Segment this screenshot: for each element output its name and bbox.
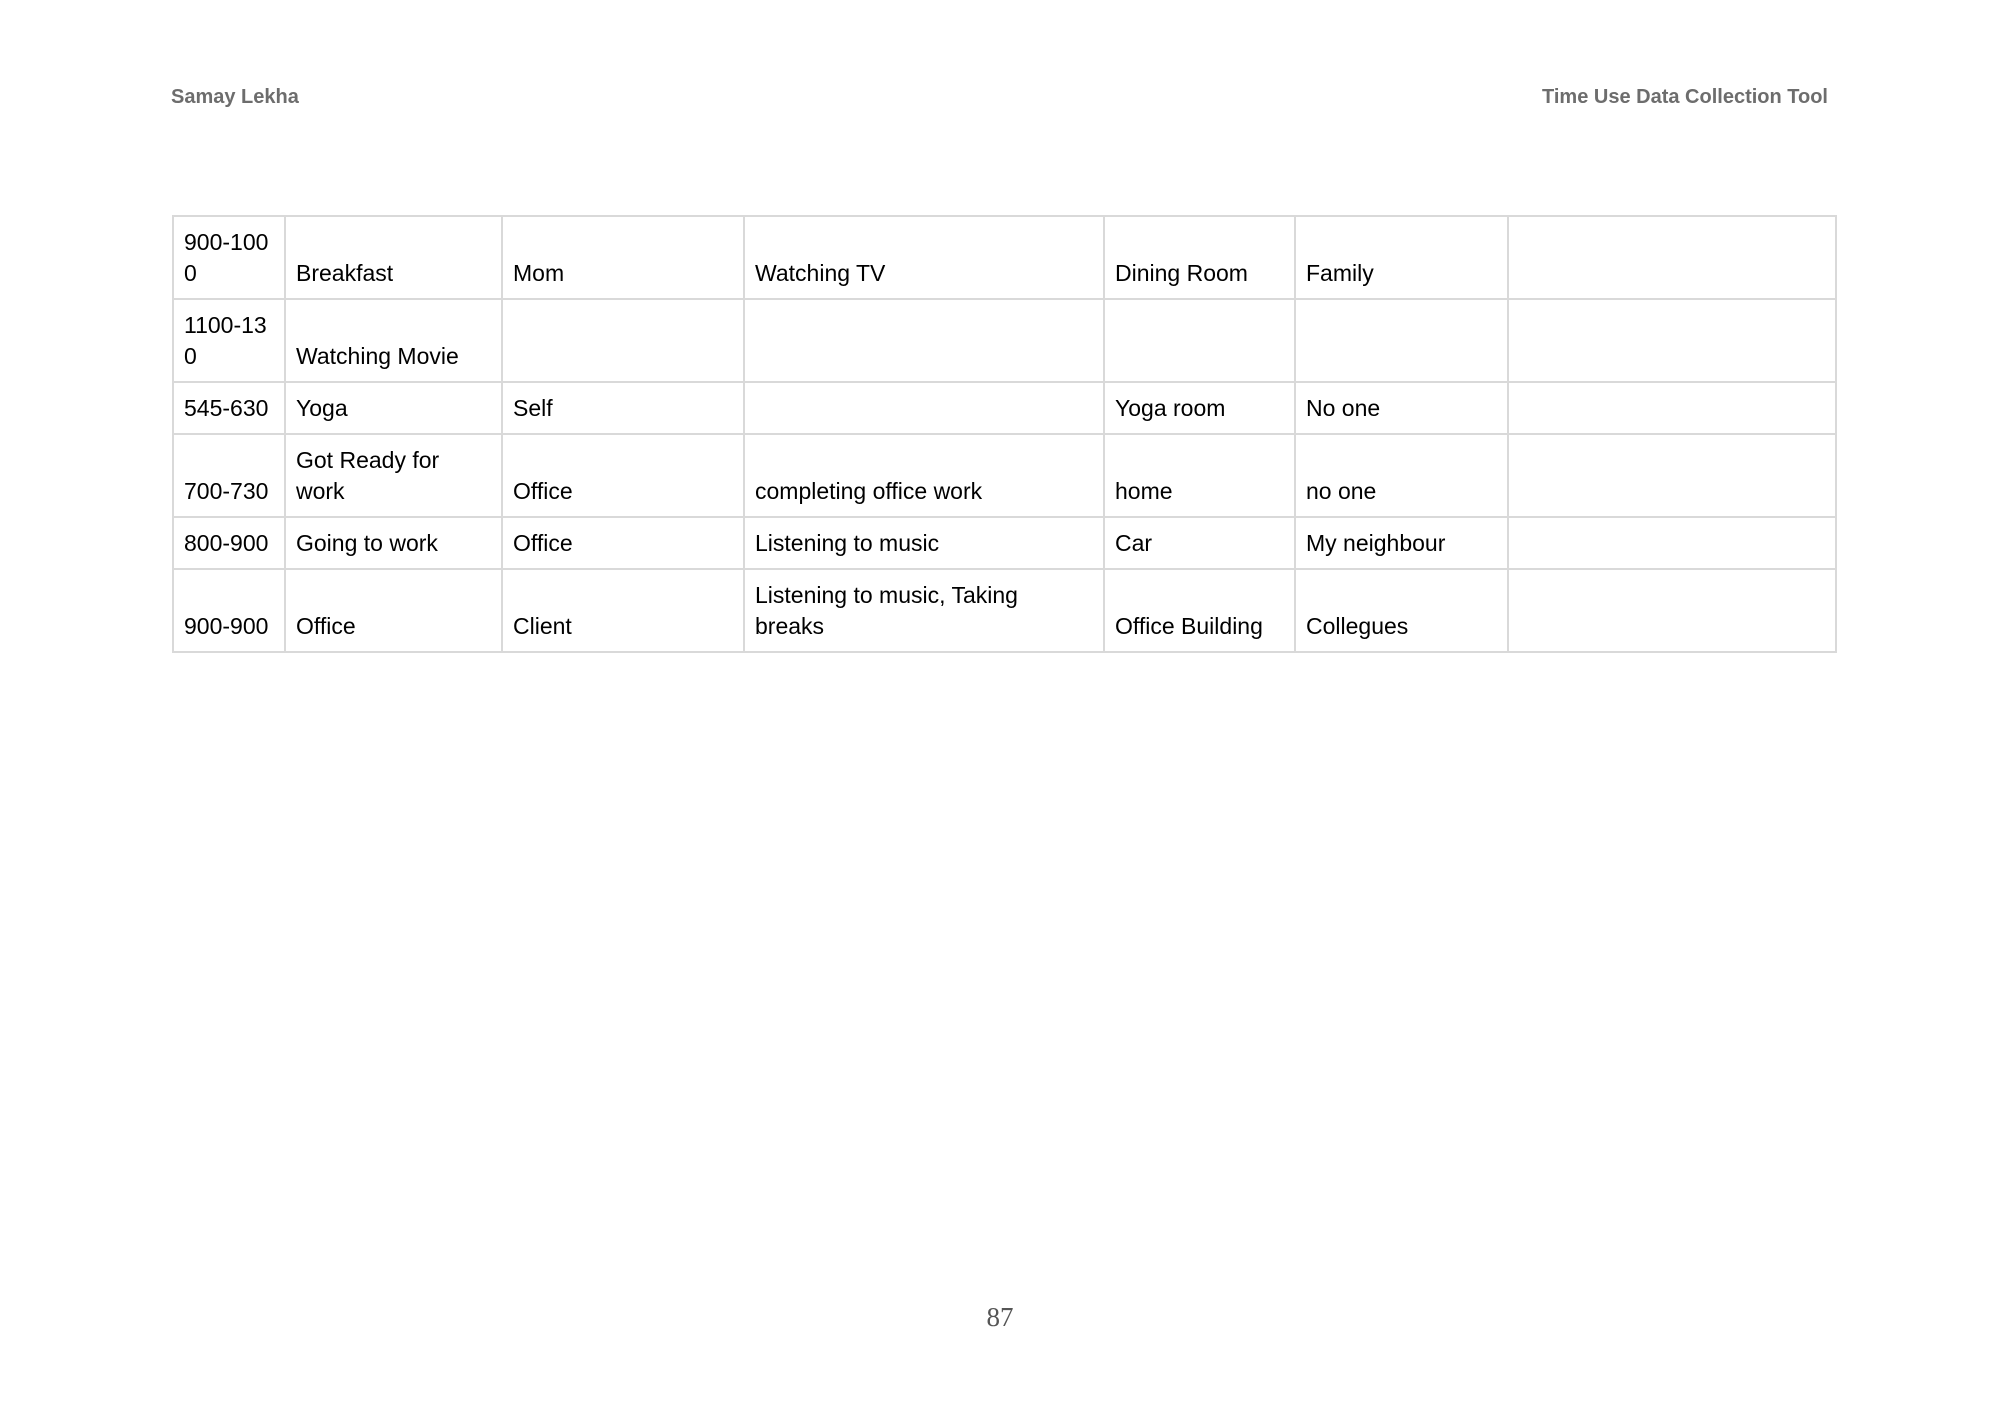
table-cell-location: Dining Room — [1104, 216, 1295, 299]
table-cell-activity: Yoga — [285, 382, 502, 434]
running-header-title: Samay Lekha — [171, 86, 299, 108]
table-cell-time: 545-630 — [173, 382, 285, 434]
table-cell-for-whom — [502, 299, 744, 382]
running-header-subtitle: Time Use Data Collection Tool — [1542, 86, 1828, 108]
table-row — [173, 382, 1836, 434]
table-cell-time: 900-100 0 — [173, 216, 285, 299]
table-cell-time: 900-900 — [173, 569, 285, 652]
table-cell-location — [1104, 299, 1295, 382]
table-cell-activity: Office — [285, 569, 502, 652]
table-cell-simultaneous-activity: Listening to music — [744, 517, 1104, 569]
table-row — [173, 569, 1836, 652]
table-cell-time: 800-900 — [173, 517, 285, 569]
table-cell-for-whom: Client — [502, 569, 744, 652]
table-cell-with-whom: No one — [1295, 382, 1508, 434]
table-cell-simultaneous-activity: Watching TV — [744, 216, 1104, 299]
table-cell-extra — [1508, 434, 1836, 517]
table-cell-with-whom — [1295, 299, 1508, 382]
table-row — [173, 517, 1836, 569]
table-cell-with-whom: Family — [1295, 216, 1508, 299]
page-number: 87 — [986, 1302, 1014, 1332]
table-row — [173, 434, 1836, 517]
table-cell-extra — [1508, 569, 1836, 652]
table-cell-for-whom: Mom — [502, 216, 744, 299]
table-cell-simultaneous-activity: Listening to music, Taking breaks — [744, 569, 1104, 652]
table-cell-activity: Breakfast — [285, 216, 502, 299]
table-cell-location: home — [1104, 434, 1295, 517]
table-cell-for-whom: Office — [502, 434, 744, 517]
table-cell-simultaneous-activity — [744, 299, 1104, 382]
table-cell-location: Car — [1104, 517, 1295, 569]
table-row — [173, 299, 1836, 382]
table-cell-for-whom: Self — [502, 382, 744, 434]
table-cell-simultaneous-activity — [744, 382, 1104, 434]
table-cell-location: Yoga room — [1104, 382, 1295, 434]
table-cell-time: 700-730 — [173, 434, 285, 517]
table-cell-for-whom: Office — [502, 517, 744, 569]
table-cell-activity: Got Ready for work — [285, 434, 502, 517]
table-cell-time: 1100-13 0 — [173, 299, 285, 382]
table-cell-extra — [1508, 216, 1836, 299]
table-cell-with-whom: Collegues — [1295, 569, 1508, 652]
table-cell-location: Office Building — [1104, 569, 1295, 652]
table-cell-extra — [1508, 382, 1836, 434]
table-cell-activity: Watching Movie — [285, 299, 502, 382]
time-use-table — [172, 215, 1837, 653]
table-cell-with-whom: My neighbour — [1295, 517, 1508, 569]
table-row — [173, 216, 1836, 299]
table-cell-with-whom: no one — [1295, 434, 1508, 517]
table-cell-activity: Going to work — [285, 517, 502, 569]
table-cell-extra — [1508, 299, 1836, 382]
table-cell-simultaneous-activity: completing office work — [744, 434, 1104, 517]
table-cell-extra — [1508, 517, 1836, 569]
